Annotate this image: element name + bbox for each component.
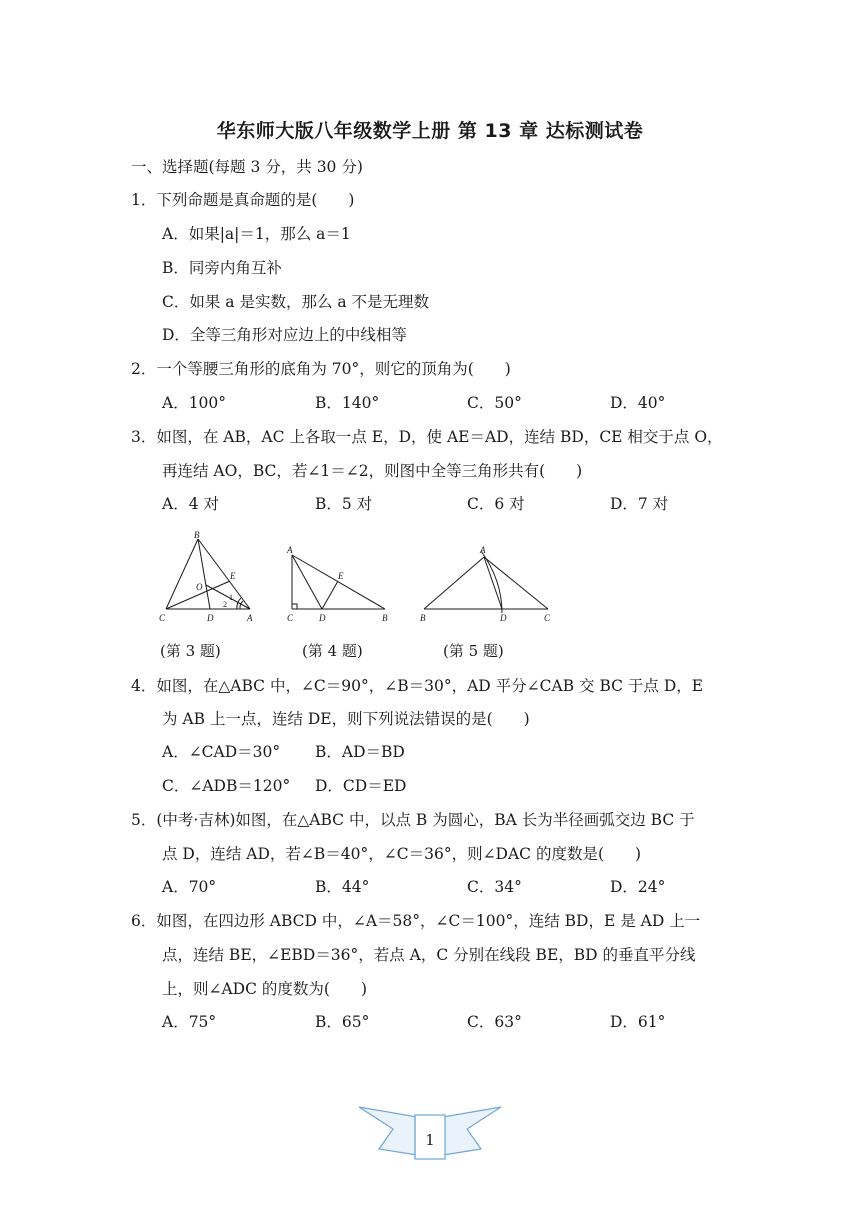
q3-stem-line1: 3．如图，在 AB，AC 上各取一点 E，D，使 AE＝AD，连结 BD，CE 相交于点 O， [131, 428, 723, 446]
q4-stem-line2: 为 AB 上一点，连结 DE，则下列说法错误的是( ) [162, 710, 530, 728]
q2-option-b: B．140° [315, 394, 380, 412]
fig4-label-e: E [338, 571, 344, 581]
figure-4-caption: (第 4 题) [302, 642, 363, 660]
q5-stem-line1: 5．(中考·吉林)如图，在△ABC 中，以点 B 为圆心，BA 长为半径画弧交边 BC 于 [131, 811, 695, 829]
q3-option-d: D．7 对 [610, 495, 669, 513]
fig3-label-o: O [196, 582, 203, 592]
figures-row [150, 525, 570, 635]
figure-3-caption: (第 3 题) [160, 642, 221, 660]
q4-option-b: B．AD＝BD [315, 743, 405, 761]
q5-option-b: B．44° [315, 878, 370, 896]
q6-option-d: D．61° [610, 1013, 666, 1031]
fig5-label-a: A [480, 545, 486, 555]
q2-stem: 2．一个等腰三角形的底角为 70°，则它的顶角为( ) [131, 360, 511, 378]
q6-stem-line1: 6．如图，在四边形 ABCD 中，∠A＝58°，∠C＝100°，连结 BD，E 是 AD 上一 [131, 912, 701, 930]
q1-option-a: A．如果|a|＝1，那么 a＝1 [162, 225, 351, 243]
q1-option-b: B．同旁内角互补 [162, 259, 282, 277]
q5-option-d: D．24° [610, 878, 666, 896]
q1-stem: 1．下列命题是真命题的是( ) [131, 191, 355, 209]
q6-option-a: A．75° [162, 1013, 217, 1031]
fig3-label-a: A [247, 613, 253, 623]
fig4-label-c: C [287, 613, 294, 623]
fig4-label-b: B [382, 613, 388, 623]
section-heading: 一、选择题(每题 3 分，共 30 分) [131, 158, 363, 176]
figure-5 [424, 551, 548, 613]
fig4-label-a: A [287, 545, 293, 555]
fig3-label-e: E [230, 571, 236, 581]
q6-stem-line3: 上，则∠ADC 的度数为( ) [162, 980, 367, 998]
fig3-label-2: 2 [223, 600, 227, 609]
fig3-label-b: B [194, 530, 200, 540]
fig5-label-c: C [544, 613, 551, 623]
figure-5-caption: (第 5 题) [443, 642, 504, 660]
q6-stem-line2: 点，连结 BE，∠EBD＝36°，若点 A，C 分别在线段 BE，BD 的垂直平分线 [162, 946, 696, 964]
fig5-label-d: D [500, 613, 507, 623]
q5-option-c: C．34° [467, 878, 522, 896]
q3-option-a: A．4 对 [162, 495, 219, 513]
q1-option-d: D．全等三角形对应边上的中线相等 [162, 326, 407, 344]
fig4-label-d: D [319, 613, 326, 623]
fig3-label-d: D [207, 613, 214, 623]
q2-option-a: A．100° [162, 394, 227, 412]
q4-option-d: D．CD＝ED [315, 777, 407, 795]
q5-stem-line2: 点 D，连结 AD，若∠B＝40°，∠C＝36°，则∠DAC 的度数是( ) [162, 845, 642, 863]
q4-option-c: C．∠ADB＝120° [162, 777, 291, 795]
q2-option-c: C．50° [467, 394, 522, 412]
figure-3 [166, 539, 250, 609]
q3-stem-line2: 再连结 AO，BC，若∠1＝∠2，则图中全等三角形共有( ) [162, 462, 583, 480]
q4-stem-line1: 4．如图，在△ABC 中，∠C＝90°，∠B＝30°，AD 平分∠CAB 交 BC 于点 D，E [131, 677, 704, 695]
q6-option-b: B．65° [315, 1013, 370, 1031]
q3-option-b: B．5 对 [315, 495, 373, 513]
q5-option-a: A．70° [162, 878, 217, 896]
figure-4 [292, 555, 385, 609]
fig3-label-c: C [159, 613, 166, 623]
q6-option-c: C．63° [467, 1013, 522, 1031]
fig5-label-b: B [420, 613, 426, 623]
q3-option-c: C．6 对 [467, 495, 525, 513]
page-title: 华东师大版八年级数学上册 第 13 章 达标测试卷 [216, 120, 644, 142]
q1-option-c: C．如果 a 是实数，那么 a 不是无理数 [162, 293, 430, 311]
q2-option-d: D．40° [610, 394, 666, 412]
q4-option-a: A．∠CAD＝30° [162, 743, 281, 761]
fig3-label-1: 1 [229, 593, 233, 602]
page-number: 1 [425, 1131, 435, 1149]
